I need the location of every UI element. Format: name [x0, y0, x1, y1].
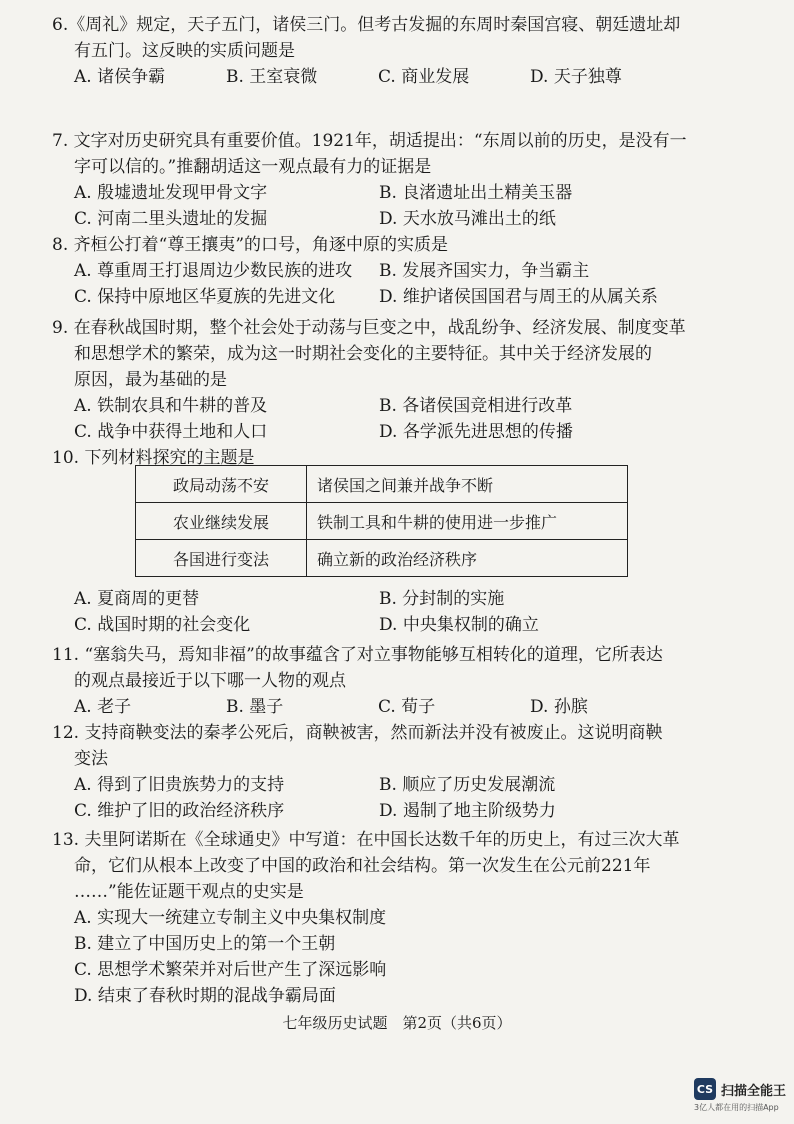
table-row [136, 466, 628, 503]
question-stem: 原因，最为基础的是 [74, 370, 227, 390]
option-d: D. 维护诸侯国国君与周王的从属关系 [379, 287, 658, 307]
question-stem: 7. 文字对历史研究具有重要价值。1921年，胡适提出：“东周以前的历史，是没有一 [52, 131, 687, 151]
option-row [52, 284, 702, 310]
option-b: B. 发展齐国实力，争当霸主 [379, 261, 590, 281]
option-row [52, 206, 702, 232]
option-row [52, 798, 702, 824]
question-stem: 13. 夫里阿诺斯在《全球通史》中写道：在中国长达数千年的历史上，有过三次大革 [52, 830, 680, 850]
question-stem: 和思想学术的繁荣，成为这一时期社会变化的主要特征。其中关于经济发展的 [74, 344, 652, 364]
option-c: C. 荀子 [378, 697, 436, 717]
table-cell: 各国进行变法 [136, 540, 307, 577]
table-cell: 铁制工具和牛耕的使用进一步推广 [307, 503, 628, 540]
question-stem: 字可以信的。”推翻胡适这一观点最有力的证据是 [74, 157, 432, 177]
watermark-brand: 扫描全能王 [720, 1083, 786, 1099]
question-stem: 10. 下列材料探究的主题是 [52, 448, 255, 468]
option-row [52, 772, 702, 798]
question-stem: 8. 齐桓公打着“尊王攘夷”的口号，角逐中原的实质是 [52, 235, 449, 255]
option-d: D. 结束了春秋时期的混战争霸局面 [74, 986, 336, 1006]
watermark-subtitle: 3亿人都在用的扫描App [693, 1103, 779, 1112]
option-a: A. 铁制农具和牛耕的普及 [74, 396, 268, 416]
option-d: D. 中央集权制的确立 [379, 615, 539, 635]
camscanner-logo-icon: CS [694, 1078, 716, 1100]
option-row [52, 393, 702, 419]
scanner-watermark [694, 1078, 786, 1113]
option-c: C. 战争中获得土地和人口 [74, 422, 268, 442]
option-a: A. 得到了旧贵族势力的支持 [74, 775, 285, 795]
option-c: C. 河南二里头遗址的发掘 [74, 209, 268, 229]
option-a: A. 老子 [74, 697, 132, 717]
table-row [136, 540, 628, 577]
table-cell: 诸侯国之间兼并战争不断 [307, 466, 628, 503]
option-row [52, 694, 702, 720]
material-table [135, 465, 628, 577]
table-cell: 政局动荡不安 [136, 466, 307, 503]
question-stem: ……”能佐证题干观点的史实是 [74, 882, 304, 902]
question-stem: 命，它们从根本上改变了中国的政治和社会结构。第一次发生在公元前221年 [74, 856, 651, 876]
option-a: A. 尊重周王打退周边少数民族的进攻 [74, 261, 353, 281]
question-9 [52, 315, 702, 445]
option-c: C. 商业发展 [378, 67, 470, 87]
table-cell: 确立新的政治经济秩序 [307, 540, 628, 577]
watermark-row [694, 1078, 786, 1100]
option-a: A. 诸侯争霸 [74, 67, 166, 87]
option-row [52, 612, 702, 638]
option-row [52, 586, 702, 612]
table-row [136, 503, 628, 540]
option-row [52, 258, 702, 284]
option-c: C. 维护了旧的政治经济秩序 [74, 801, 285, 821]
question-stem: 12. 支持商鞅变法的秦孝公死后，商鞅被害，然而新法并没有被废止。这说明商鞅 [52, 723, 663, 743]
question-stem: 的观点最接近于以下哪一人物的观点 [74, 671, 346, 691]
option-b: B. 良渚遗址出土精美玉器 [379, 183, 573, 203]
question-6 [52, 12, 702, 90]
option-a: A. 实现大一统建立专制主义中央集权制度 [74, 908, 387, 928]
option-a: A. 夏商周的更替 [74, 589, 200, 609]
option-row [52, 64, 702, 90]
question-stem: 11. “塞翁失马，焉知非福”的故事蕴含了对立事物能够互相转化的道理，它所表达 [52, 645, 663, 665]
question-10-options [52, 586, 702, 638]
option-b: B. 各诸侯国竞相进行改革 [379, 396, 573, 416]
question-13 [52, 827, 702, 1009]
option-d: D. 遏制了地主阶级势力 [379, 801, 556, 821]
option-b: B. 分封制的实施 [379, 589, 505, 609]
option-d: D. 孙膑 [530, 697, 588, 717]
question-8 [52, 232, 702, 310]
option-row [52, 419, 702, 445]
question-stem: 有五门。这反映的实质问题是 [74, 41, 295, 61]
option-c: C. 保持中原地区华夏族的先进文化 [74, 287, 336, 307]
question-stem: 变法 [74, 749, 108, 769]
question-stem: 6.《周礼》规定，天子五门，诸侯三门。但考古发掘的东周时秦国宫寝、朝廷遗址却 [52, 15, 681, 35]
option-row [52, 180, 702, 206]
page-footer: 七年级历史试题 第2页（共6页） [282, 1014, 512, 1032]
table-cell: 农业继续发展 [136, 503, 307, 540]
question-11 [52, 642, 702, 720]
option-a: A. 殷墟遗址发现甲骨文字 [74, 183, 268, 203]
question-7 [52, 128, 702, 232]
option-b: B. 王室衰微 [226, 67, 318, 87]
option-d: D. 天水放马滩出土的纸 [379, 209, 556, 229]
option-c: C. 战国时期的社会变化 [74, 615, 251, 635]
option-c: C. 思想学术繁荣并对后世产生了深远影响 [74, 960, 387, 980]
option-b: B. 建立了中国历史上的第一个王朝 [74, 934, 336, 954]
question-stem: 9. 在春秋战国时期，整个社会处于动荡与巨变之中，战乱纷争、经济发展、制度变革 [52, 318, 686, 338]
question-12 [52, 720, 702, 824]
option-d: D. 天子独尊 [530, 67, 622, 87]
option-b: B. 顺应了历史发展潮流 [379, 775, 556, 795]
option-d: D. 各学派先进思想的传播 [379, 422, 573, 442]
option-b: B. 墨子 [226, 697, 284, 717]
